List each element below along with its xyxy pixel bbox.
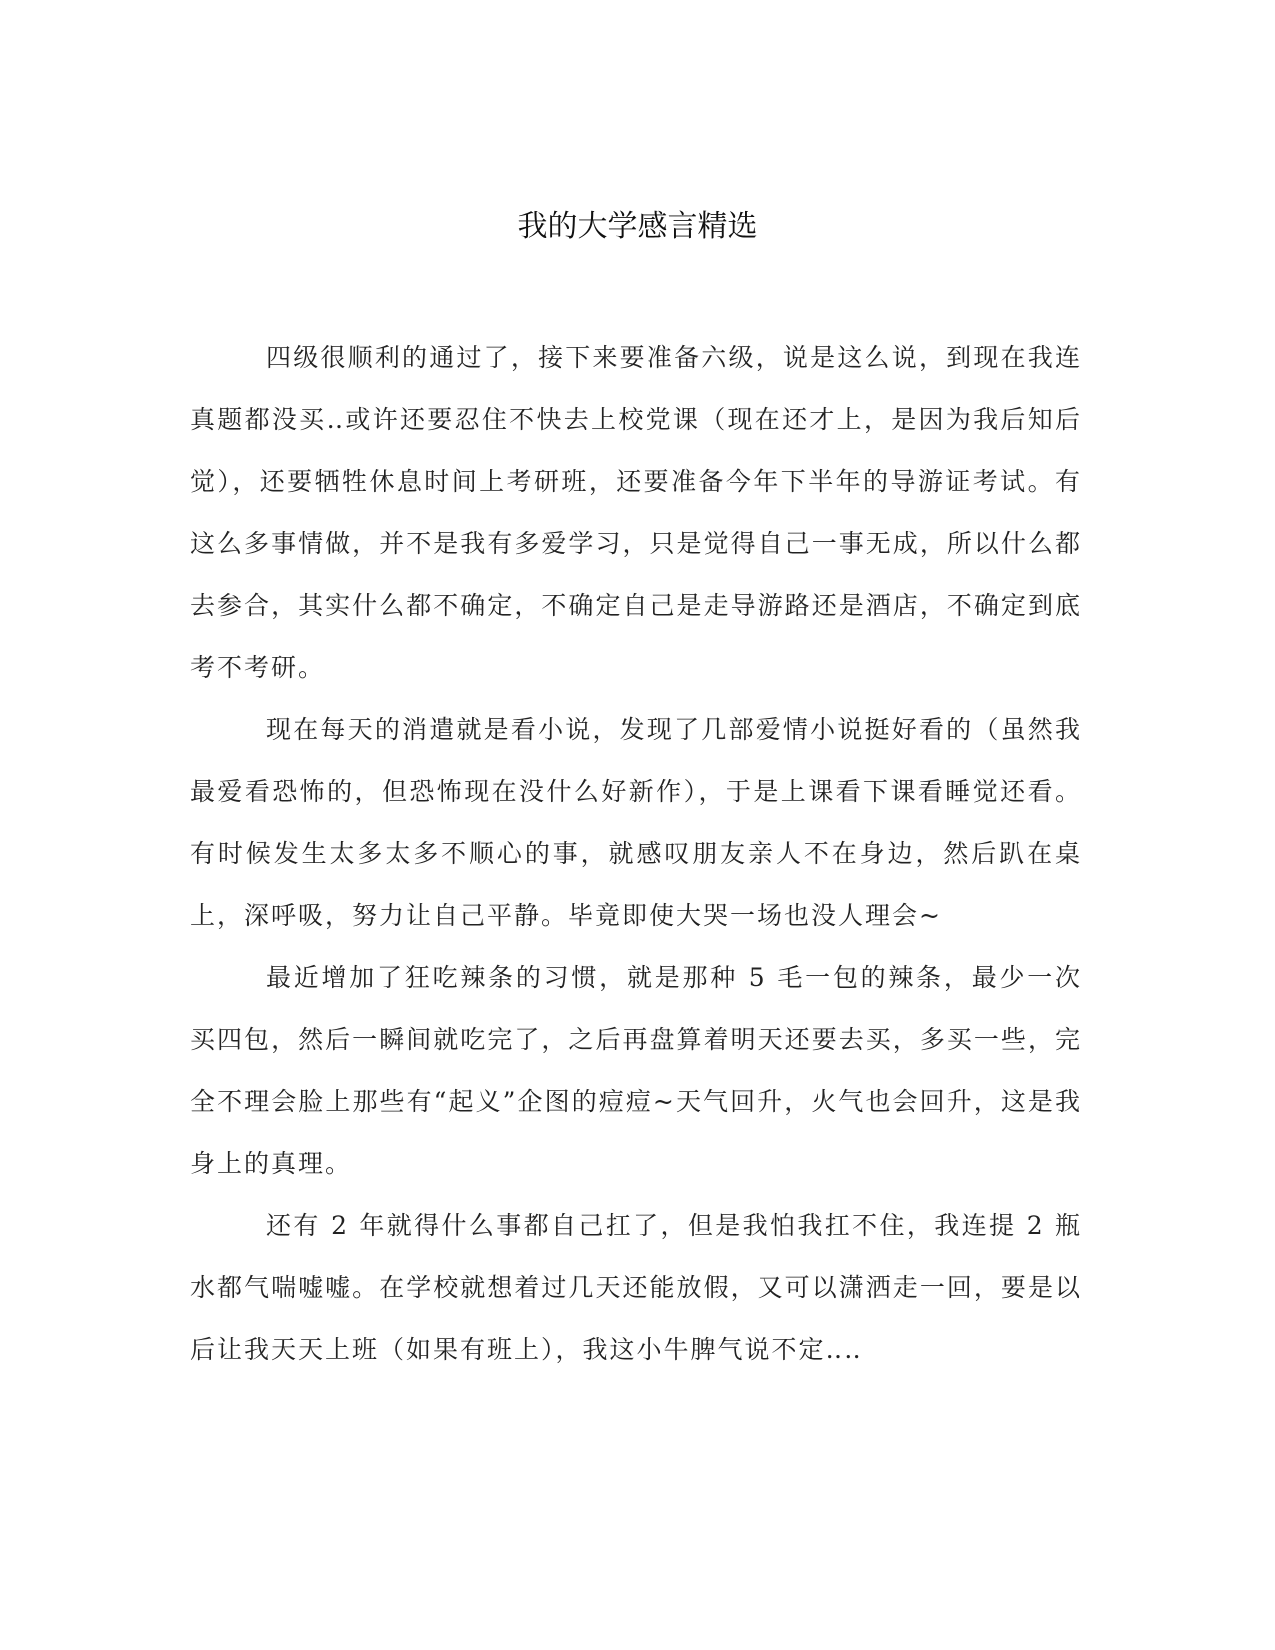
paragraph: 还有 2 年就得什么事都自己扛了，但是我怕我扛不住，我连提 2 瓶水都气喘嘘嘘。在学校就想着过几天还能放假，又可以潇洒走一回，要是以后让我天天上班（如果有班上），我这小牛脾气说不定‥‥ <box>190 1211 1082 1364</box>
paragraph: 最近增加了狂吃辣条的习惯，就是那种 5 毛一包的辣条，最少一次买四包，然后一瞬间就吃完了，之后再盘算着明天还要去买，多买一些，完全不理会脸上那些有“起义”企图的痘痘~天气回升，火气也会回升，这是我身上的真理。 <box>190 963 1082 1178</box>
paragraph: 现在每天的消遣就是看小说，发现了几部爱情小说挺好看的（虽然我最爱看恐怖的，但恐怖现在没什么好新作），于是上课看下课看睡觉还看。有时候发生太多太多不顺心的事，就感叹朋友亲人不在身边，然后趴在桌上，深呼吸，努力让自己平静。毕竟即使大哭一场也没人理会~ <box>190 715 1082 930</box>
paragraph: 四级很顺利的通过了，接下来要准备六级，说是这么说，到现在我连真题都没买‥或许还要忍住不快去上校党课（现在还才上，是因为我后知后觉），还要牺牲休息时间上考研班，还要准备今年下半年的导游证考试。有这么多事情做，并不是我有多爱学习，只是觉得自己一事无成，所以什么都去参合，其实什么都不确定，不确定自己是走导游路还是酒店，不确定到底考不考研。 <box>190 343 1082 682</box>
document-title: 我的大学感言精选 <box>517 209 758 244</box>
document-body <box>190 327 1082 1381</box>
